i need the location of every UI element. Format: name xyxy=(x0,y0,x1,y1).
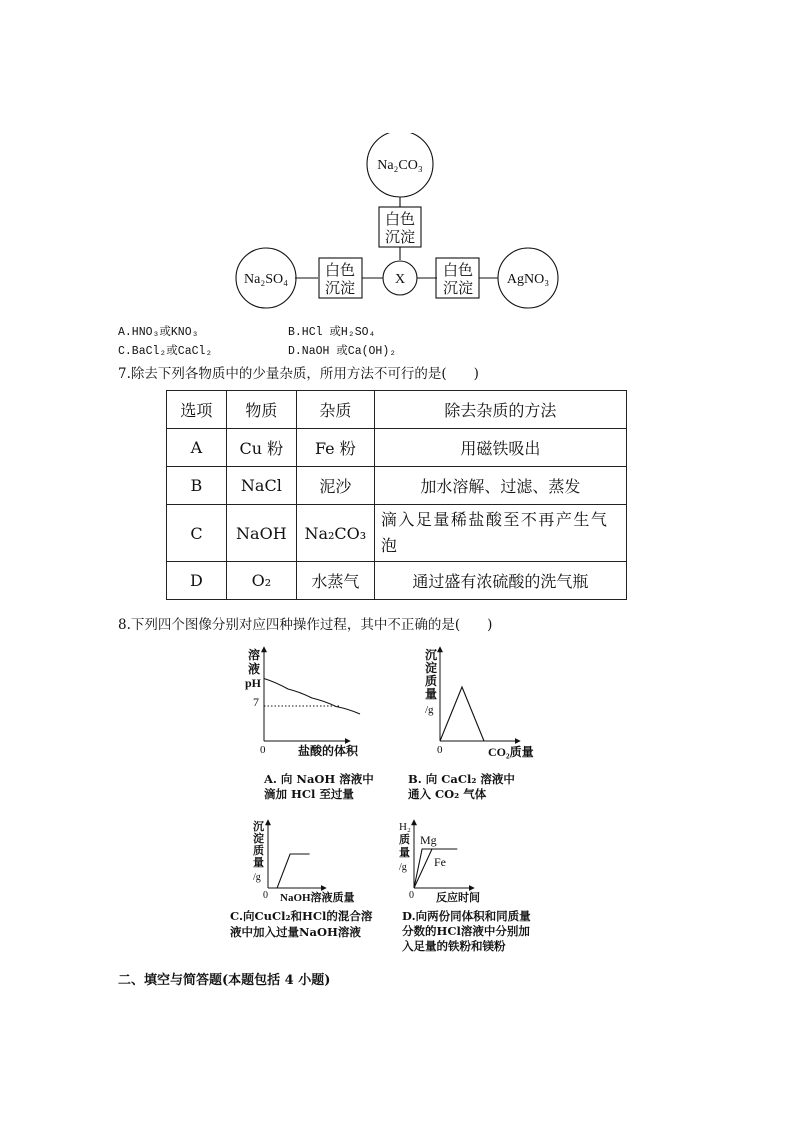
chart-a xyxy=(240,645,390,765)
header-option: 选项 xyxy=(167,391,227,429)
header-impurity: 杂质 xyxy=(296,391,374,429)
cell-substance: O₂ xyxy=(226,562,296,600)
node-x-label: X xyxy=(394,272,406,287)
cell-option: A xyxy=(167,429,227,467)
cell-method: 通过盛有浓硫酸的洗气瓶 xyxy=(374,562,626,600)
edge-label-top-2: 沉淀 xyxy=(384,228,416,246)
cell-substance: NaCl xyxy=(226,467,296,505)
cell-option: C xyxy=(167,505,227,562)
y-label-3: 量 xyxy=(399,847,410,859)
origin-label: 0 xyxy=(437,744,443,756)
table-row xyxy=(167,467,627,505)
chart-b xyxy=(420,645,560,765)
q8-stem: 8.下列四个图像分别对应四种操作过程，其中不正确的是( ) xyxy=(118,617,493,633)
node-agno3-label: AgNO₃ xyxy=(506,272,550,287)
cell-substance: Cu 粉 xyxy=(226,429,296,467)
y-label-5: /g xyxy=(425,704,434,716)
y-label-2: 淀 xyxy=(425,661,438,675)
q7-table xyxy=(166,390,627,600)
edge-label-right-2: 沉淀 xyxy=(442,279,474,297)
x-label: NaOH溶液质量 xyxy=(280,892,355,904)
caption-a-2: 滴加 HCl 至过量 xyxy=(264,787,354,801)
table-row xyxy=(167,429,627,467)
caption-d-1: D.向两份同体积和同质量 xyxy=(402,909,531,923)
cell-impurity: Fe 粉 xyxy=(296,429,374,467)
x-label: CO₂质量 xyxy=(488,745,534,759)
y-label-2: 淀 xyxy=(253,833,264,845)
y-label-1: 溶 xyxy=(248,648,261,662)
caption-b-2: 通入 CO₂ 气体 xyxy=(408,787,487,801)
edge-label-top-1: 白色 xyxy=(384,210,416,228)
caption-b-1: B. 向 CaCl₂ 溶液中 xyxy=(408,772,515,786)
edge-label-right-1: 白色 xyxy=(442,261,474,279)
caption-a-1: A. 向 NaOH 溶液中 xyxy=(264,772,374,786)
y-label-1: 沉 xyxy=(425,648,438,662)
reaction-diagram xyxy=(230,133,570,313)
origin-label: 0 xyxy=(260,744,266,756)
series-fe-label: Fe xyxy=(434,855,446,869)
cell-impurity: Na₂CO₃ xyxy=(296,505,374,562)
cell-impurity: 水蒸气 xyxy=(296,562,374,600)
chart-d xyxy=(396,818,526,908)
y-label-3: pH xyxy=(245,676,262,690)
x-label: 盐酸的体积 xyxy=(298,744,359,758)
caption-c-1: C.向CuCl₂和HCl的混合溶 xyxy=(230,909,373,923)
caption-d-2: 分数的HCl溶液中分别加 xyxy=(402,924,530,938)
series-line xyxy=(440,687,484,741)
series-mg-label: Mg xyxy=(420,833,437,847)
cell-method: 加水溶解、过滤、蒸发 xyxy=(374,467,626,505)
y-label-3: 质 xyxy=(425,674,438,688)
series-line xyxy=(264,679,360,715)
y-label-1: 沉 xyxy=(253,821,264,833)
origin-label: 0 xyxy=(409,890,414,901)
cell-method: 滴入足量稀盐酸至不再产生气泡 xyxy=(374,505,626,562)
origin-label: 0 xyxy=(263,890,268,901)
y-label-4: /g xyxy=(399,862,407,873)
q6-option-d: D.NaOH 或Ca(OH)₂ xyxy=(288,345,397,358)
header-method: 除去杂质的方法 xyxy=(374,391,626,429)
chart-c xyxy=(250,818,380,908)
edge-label-left-2: 沉淀 xyxy=(324,279,356,297)
table-row xyxy=(167,562,627,600)
y-label-1: H₂ xyxy=(399,821,411,833)
table-header-row xyxy=(167,391,627,429)
y-label-3: 质 xyxy=(253,845,264,857)
section-title: 二、填空与简答题(本题包括 4 小题) xyxy=(118,973,331,988)
header-substance: 物质 xyxy=(226,391,296,429)
q6-option-b: B.HCl 或H₂SO₄ xyxy=(288,326,376,339)
edge-label-left-1: 白色 xyxy=(324,261,356,279)
x-label: 反应时间 xyxy=(436,891,480,904)
ref-line-label: 7 xyxy=(253,695,259,709)
series-line xyxy=(268,854,310,888)
q6-option-c: C.BaCl₂或CaCl₂ xyxy=(118,345,213,358)
cell-substance: NaOH xyxy=(226,505,296,562)
caption-c-2: 液中加入过量NaOH溶液 xyxy=(230,925,361,939)
cell-option: D xyxy=(167,562,227,600)
y-label-4: 量 xyxy=(425,687,438,701)
caption-d-3: 入足量的铁粉和镁粉 xyxy=(402,939,506,953)
table-row xyxy=(167,505,627,562)
y-label-2: 液 xyxy=(248,662,261,676)
cell-option: B xyxy=(167,467,227,505)
y-label-5: /g xyxy=(253,872,261,883)
y-label-4: 量 xyxy=(253,857,264,869)
cell-method: 用磁铁吸出 xyxy=(374,429,626,467)
node-na2co3-label: Na₂CO₃ xyxy=(377,158,423,173)
cell-impurity: 泥沙 xyxy=(296,467,374,505)
q6-option-a: A.HNO₃或KNO₃ xyxy=(118,326,199,339)
y-label-2: 质 xyxy=(399,834,410,846)
node-na2so4-label: Na₂SO₄ xyxy=(244,272,288,287)
q7-stem: 7.除去下列各物质中的少量杂质，所用方法不可行的是( ) xyxy=(118,366,479,382)
